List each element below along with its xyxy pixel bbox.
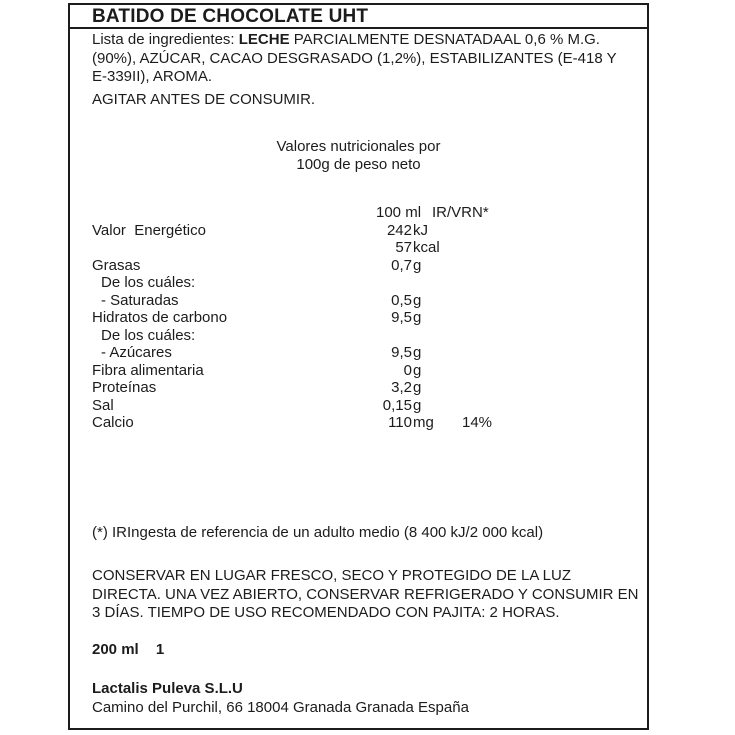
nutrition-row-label: Proteínas [92,379,157,396]
nutrition-row [70,344,647,362]
nutrition-row [70,292,647,310]
nutrition-amount-number: 9,5 [391,309,412,326]
column-header-amount: 100 ml [376,204,422,221]
ingredient-milk-bold: LECHE [238,31,290,48]
text-line: 3 DÍAS. TIEMPO DE USO RECOMENDADO CON PAJITA: 2 HORAS. [92,604,560,621]
text-line: DIRECTA. UNA VEZ ABIERTO, CONSERVAR REFRIGERADO Y CONSUMIR EN [92,585,639,603]
nutrition-row [70,379,647,397]
nutrition-table-header [70,204,647,222]
nutrition-row [70,397,647,415]
nutrition-row-label: - Azúcares [101,344,172,361]
nutrition-row [70,327,647,345]
nutrition-row-label: Calcio [92,414,134,431]
ingredients-line-1-rest: PARCIALMENTE DESNATADAAL 0,6 % M.G. [289,31,600,48]
nutrition-row-label: - Saturadas [101,291,179,309]
nutrition-amount-unit: g [413,396,422,414]
nutrition-amount-number: 3,2 [391,379,412,396]
reference-intake-footnote: (*) IRIngesta de referencia de un adulto medio (8 400 kJ/2 000 kcal) [92,524,544,541]
nutrition-row-label: Hidratos de carbono [92,309,228,326]
nutrition-row-label: De los cuáles: [101,274,196,291]
text-line: 100g de peso neto [296,156,421,173]
nutrition-row [70,222,647,240]
shake-before-use-notice: AGITAR ANTES DE CONSUMIR. [92,91,316,108]
storage-instructions [92,567,639,623]
nutrition-amount-number: 57 [395,239,412,256]
nutrition-amount-unit: g [413,256,422,274]
ingredients-paragraph [92,31,642,87]
nutrition-row-label: Valor Energético [92,221,206,239]
text-line: CONSERVAR EN LUGAR FRESCO, SECO Y PROTEGIDO DE LA LUZ [92,567,572,584]
ingredients-intro-label: Lista de ingredientes: [92,31,239,48]
nutrition-row [70,274,647,292]
nutrition-row [70,239,647,257]
nutrition-amount-number: 0,5 [391,291,412,309]
nutrition-row [70,362,647,380]
nutrition-amount-unit: kcal [413,239,440,256]
nutrition-amount-unit: kJ [413,221,428,239]
nutrition-amount-number: 242 [386,221,412,239]
nutrition-amount-unit: g [413,291,422,309]
net-quantity [92,641,164,658]
manufacturer-address: Camino del Purchil, 66 18004 Granada Granada España [92,699,469,716]
text-line: Valores nutricionales por [276,138,441,155]
nutrition-amount-unit: mg [413,414,434,431]
nutrition-amount-number: 110 [388,414,412,431]
nutrition-amount-number: 9,5 [391,344,412,361]
nutrition-row-label: Fibra alimentaria [92,361,204,379]
manufacturer-name: Lactalis Puleva S.L.U [92,680,243,697]
nutrition-row [70,414,647,432]
nutrition-amount-unit: g [413,309,422,326]
nutrition-heading [70,138,647,174]
nutrition-row-label: Sal [92,396,114,414]
nutrition-ri-value: 14% [462,414,493,431]
nutrition-row-label: De los cuáles: [101,326,196,344]
nutrition-amount-unit: g [413,379,422,396]
column-header-reference-intake: IR/VRN* [432,204,489,221]
nutrition-amount-unit: g [413,344,422,361]
nutrition-table [70,204,647,432]
ingredients-line-1 [92,31,642,50]
nutrition-table-rows [70,222,647,432]
nutrition-amount-unit: g [413,361,422,379]
nutrition-amount-number: 0,7 [391,256,412,274]
product-title: BATIDO DE CHOCOLATE UHT [92,6,369,27]
label-border-box [68,3,649,730]
unit-count: 1 [155,641,165,658]
net-quantity-value: 200 ml [92,641,139,658]
nutrition-row [70,309,647,327]
ingredients-line-3: E-339II), AROMA. [92,68,213,85]
nutrition-row [70,257,647,275]
ingredients-line-2: (90%), AZÚCAR, CACAO DESGRASADO (1,2%), ESTABILIZANTES (E-418 Y [92,49,617,67]
label-title-bar [70,5,647,29]
nutrition-amount-number: 0,15 [382,396,412,414]
nutrition-amount-number: 0 [403,361,412,379]
nutrition-row-label: Grasas [92,256,141,274]
